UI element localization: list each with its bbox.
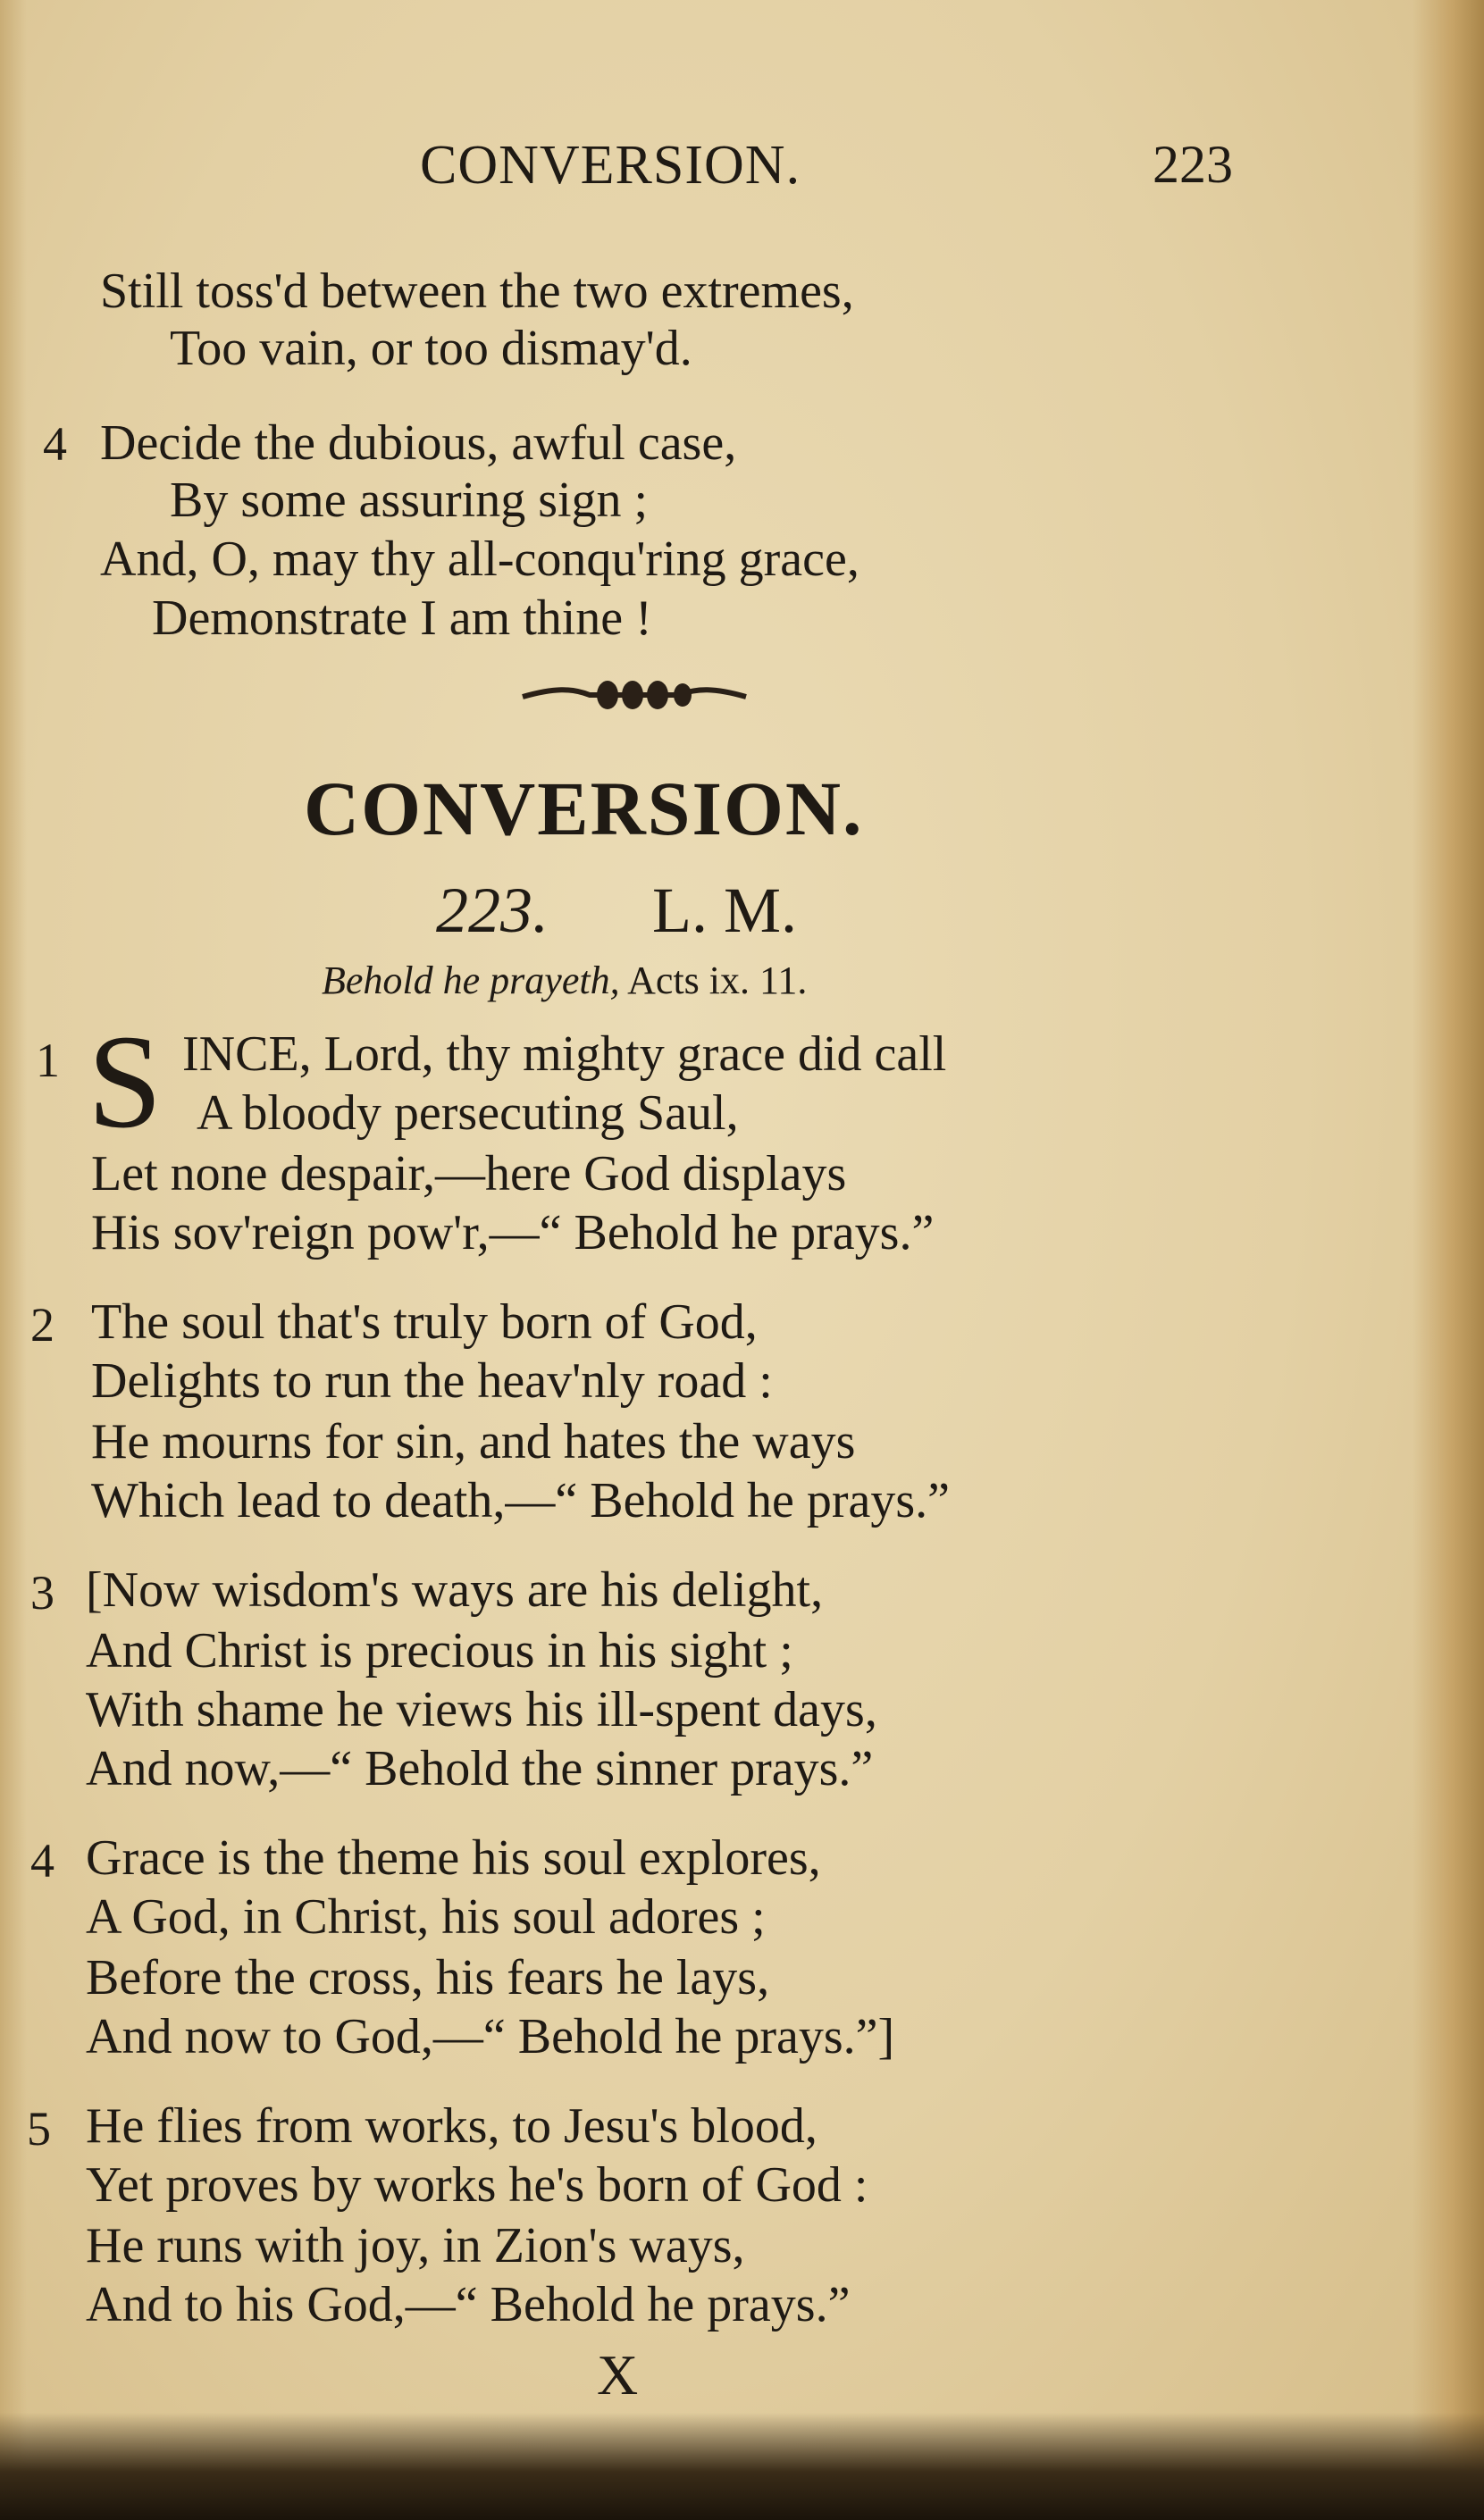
- stanza-4-number: 4: [30, 1834, 54, 1888]
- prev-stanza-line-1: Still toss'd between the two extremes,: [100, 264, 854, 319]
- stanza-4-line-1: Grace is the theme his soul explores,: [86, 1830, 821, 1886]
- stanza-4-line-3: Before the cross, his fears he lays,: [86, 1950, 770, 2005]
- stanza-3-line-1: [Now wisdom's ways are his delight,: [86, 1562, 824, 1618]
- stanza-4-line-4: And now to God,—“ Behold he prays.”]: [86, 2009, 895, 2064]
- stanza-1-line-4: His sov'reign pow'r,—“ Behold he prays.”: [91, 1205, 935, 1260]
- prev-stanza-4-line-1: Decide the dubious, awful case,: [100, 415, 737, 471]
- stanza-5-number: 5: [27, 2102, 51, 2156]
- prev-stanza-4-line-3: And, O, may thy all-conqu'ring grace,: [100, 532, 859, 587]
- stanza-5-line-1: He flies from works, to Jesu's blood,: [86, 2098, 817, 2154]
- stanza-1-line-2: A bloody persecuting Saul,: [197, 1085, 739, 1141]
- hymn-meter: L. M.: [652, 875, 797, 946]
- prev-stanza-4-line-4: Demonstrate I am thine !: [152, 590, 652, 646]
- stanza-5-line-4: And to his God,—“ Behold he prays.”: [86, 2277, 851, 2332]
- stanza-3-line-3: With shame he views his ill-spent days,: [86, 1682, 877, 1737]
- signature-mark: X: [597, 2343, 639, 2407]
- prev-stanza-line-2: Too vain, or too dismay'd.: [170, 321, 692, 376]
- epigraph-quote: Behold he prayeth,: [322, 959, 620, 1002]
- page-right-shadow: [1413, 0, 1484, 2520]
- stanza-2-line-2: Delights to run the heav'nly road :: [91, 1353, 773, 1409]
- stanza-3-line-2: And Christ is precious in his sight ;: [86, 1623, 793, 1679]
- stanza-2-line-4: Which lead to death,—“ Behold he prays.”: [91, 1473, 950, 1528]
- page-bottom-shadow: [0, 2413, 1484, 2520]
- stanza-5-line-2: Yet proves by works he's born of God :: [86, 2157, 868, 2213]
- stanza-5-line-3: He runs with joy, in Zion's ways,: [86, 2218, 745, 2273]
- stanza-2-number: 2: [30, 1298, 54, 1352]
- stanza-1-line-3: Let none despair,—here God displays: [91, 1146, 847, 1201]
- section-title: CONVERSION.: [304, 766, 864, 851]
- hymn-number: 223.: [436, 875, 549, 946]
- prev-stanza-4-line-2: By some assuring sign ;: [170, 473, 649, 528]
- epigraph: [322, 958, 807, 1003]
- stanza-1-number: 1: [36, 1034, 60, 1087]
- stanza-4-line-2: A God, in Christ, his soul adores ;: [86, 1889, 766, 1945]
- page-left-shadow: [0, 0, 27, 2520]
- running-header-title: CONVERSION.: [420, 135, 801, 196]
- stanza-3-line-4: And now,—“ Behold the sinner prays.”: [86, 1741, 874, 1796]
- prev-stanza-4-number: 4: [43, 417, 67, 471]
- stanza-2-line-3: He mourns for sin, and hates the ways: [91, 1414, 856, 1469]
- stanza-3-number: 3: [30, 1566, 54, 1620]
- drop-cap: S: [88, 1008, 163, 1156]
- page-number: 223: [1153, 135, 1233, 194]
- stanza-2-line-1: The soul that's truly born of God,: [91, 1294, 758, 1350]
- ornament-divider-icon: [518, 668, 750, 722]
- epigraph-reference: Acts ix. 11.: [627, 959, 808, 1002]
- stanza-1-line-1: INCE, Lord, thy mighty grace did call: [182, 1026, 947, 1082]
